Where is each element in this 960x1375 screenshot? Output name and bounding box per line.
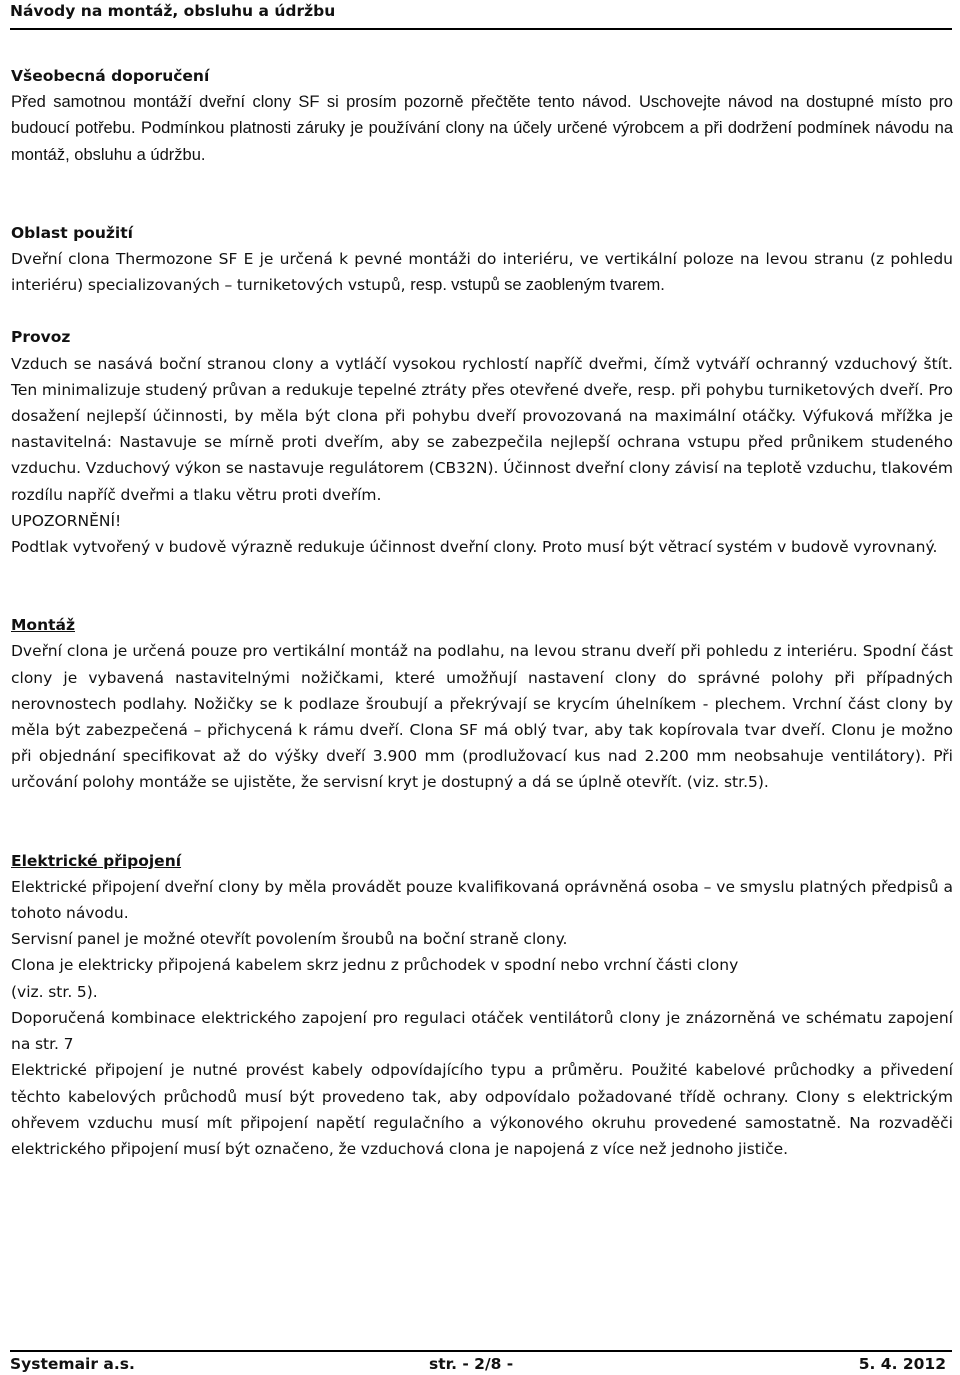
- heading-mounting: Montáž: [11, 616, 75, 635]
- heading-operation: Provoz: [11, 328, 71, 347]
- electrical-p2: Servisní panel je možné otevřít povolením šroubů na boční straně clony.: [11, 930, 568, 949]
- electrical-p4: Doporučená kombinace elektrického zapojení pro regulaci otáček ventilátorů clony je znázorněná ve schématu zapojení na str. 7: [11, 1008, 953, 1054]
- page-footer: [10, 1350, 952, 1372]
- electrical-p3b: (viz. str. 5).: [11, 982, 98, 1001]
- usage-text-b: resp. vstupů se zaobleným tvarem.: [410, 276, 665, 295]
- section-general: [11, 63, 953, 168]
- heading-general: Všeobecná doporučení: [11, 67, 210, 85]
- document-body: [11, 63, 953, 1162]
- heading-usage: Oblast použití: [11, 223, 133, 242]
- section-operation: [11, 324, 953, 560]
- usage-text: [11, 246, 953, 298]
- section-mounting: [11, 612, 953, 795]
- operation-text-b: Podtlak vytvořený v budově výrazně redukuje účinnost dveřní clony. Proto musí být větrací systém v budově vyrovnaný.: [11, 538, 938, 557]
- page-header: [10, 0, 952, 30]
- footer-company: Systemair a.s.: [10, 1355, 135, 1373]
- section-electrical: [11, 848, 953, 1162]
- footer-date: 5. 4. 2012: [858, 1355, 946, 1373]
- general-text: Před samotnou montáží dveřní clony SF si prosím pozorně přečtěte tento návod. Uschovejte návod na dostupné místo pro budoucí potřebu. Podmínkou platnosti záruky je používání clony na účely určené výrobcem a při dodržení podmínek návodu na montáž, obsluhu a údržbu.: [11, 93, 953, 164]
- electrical-p3: Clona je elektricky připojená kabelem skrz jednu z průchodek v spodní nebo vrchní části clony: [11, 956, 739, 975]
- mounting-text: Dveřní clona je určená pouze pro vertikální montáž na podlahu, na levou stranu dveří při pohledu z interiéru. Spodní část clony je vybavená nastavitelnými nožičkami, které umožňují nastavení clony do správné polohy při případných nerovnostech podlahy. Nožičky se k podlaze šroubují a překrývají se krycím úhelníkem - plechem. Vrchní část clony by měla být zabezpečená – přichycená k rámu dveří. Clona SF má oblý tvar, aby tak kopírovala tvar dveří. Clonu je možno při objednání specifikovat až do výšky dveří 3.900 mm (prodlužovací kus nad 2.200 mm neobsahuje ventilátory). Při určování polohy montáže se ujistěte, že servisní kryt je dostupný a dá se úplně otevřít. (viz. str.5).: [11, 642, 953, 792]
- operation-text-a: Vzduch se nasává boční stranou clony a vytláčí vysokou rychlostí napříč dveřmi, čímž vytváří ochranný vzduchový štít. Ten minimalizuje studený průvan a redukuje tepelné ztráty přes otevřené dveře, resp. při pohybu turniketových dveří. Pro dosažení nejlepší účinnosti, by měla být clona při pohybu dveří provozovaná na maximální otáčky. Výfuková mřížka je nastavitelná: Nastavuje se mírně proti dveřím, aby se zabezpečila nejlepší ochrana vstupu před průnikem studeného vzduchu. Vzduchový výkon se nastavuje regulátorem (CB32N). Účinnost dveřní clony závisí na teplotě vzduchu, tlakovém rozdílu napříč dveřmi a tlaku větru proti dveřím.: [11, 354, 953, 504]
- electrical-p5: Elektrické připojení je nutné provést kabely odpovídajícího typu a průměru. Použité kabelové průchodky a přivedení těchto kabelových průchodů musí být provedeno tak, aby odpovídalo požadované třídě ochrany. Clony s elektrickým ohřevem vzduchu musí mít připojení napětí regulačního a výkonového okruhu provedené samostatně. Na rozvaděči elektrického připojení musí být označeno, že vzduchová clona je napojená z více než jednoho jističe.: [11, 1061, 953, 1158]
- section-usage: [11, 220, 953, 299]
- operation-warning: UPOZORNĚNÍ!: [11, 511, 122, 530]
- heading-electrical: Elektrické připojení: [11, 851, 182, 870]
- usage-text-a: Dveřní clona Thermozone SF E je určená k pevné montáži do interiéru, ve vertikální poloze na levou stranu (z pohledu interiéru) specializovaných – turniketových vstupů,: [11, 250, 953, 295]
- electrical-p1: Elektrické připojení dveřní clony by měla provádět pouze kvalifikovaná oprávněná osoba – ve smyslu platných předpisů a tohoto návodu.: [11, 877, 953, 923]
- document-title: Návody na montáž, obsluhu a údržbu: [10, 2, 336, 20]
- footer-page-number: str. - 2/8 -: [429, 1355, 514, 1373]
